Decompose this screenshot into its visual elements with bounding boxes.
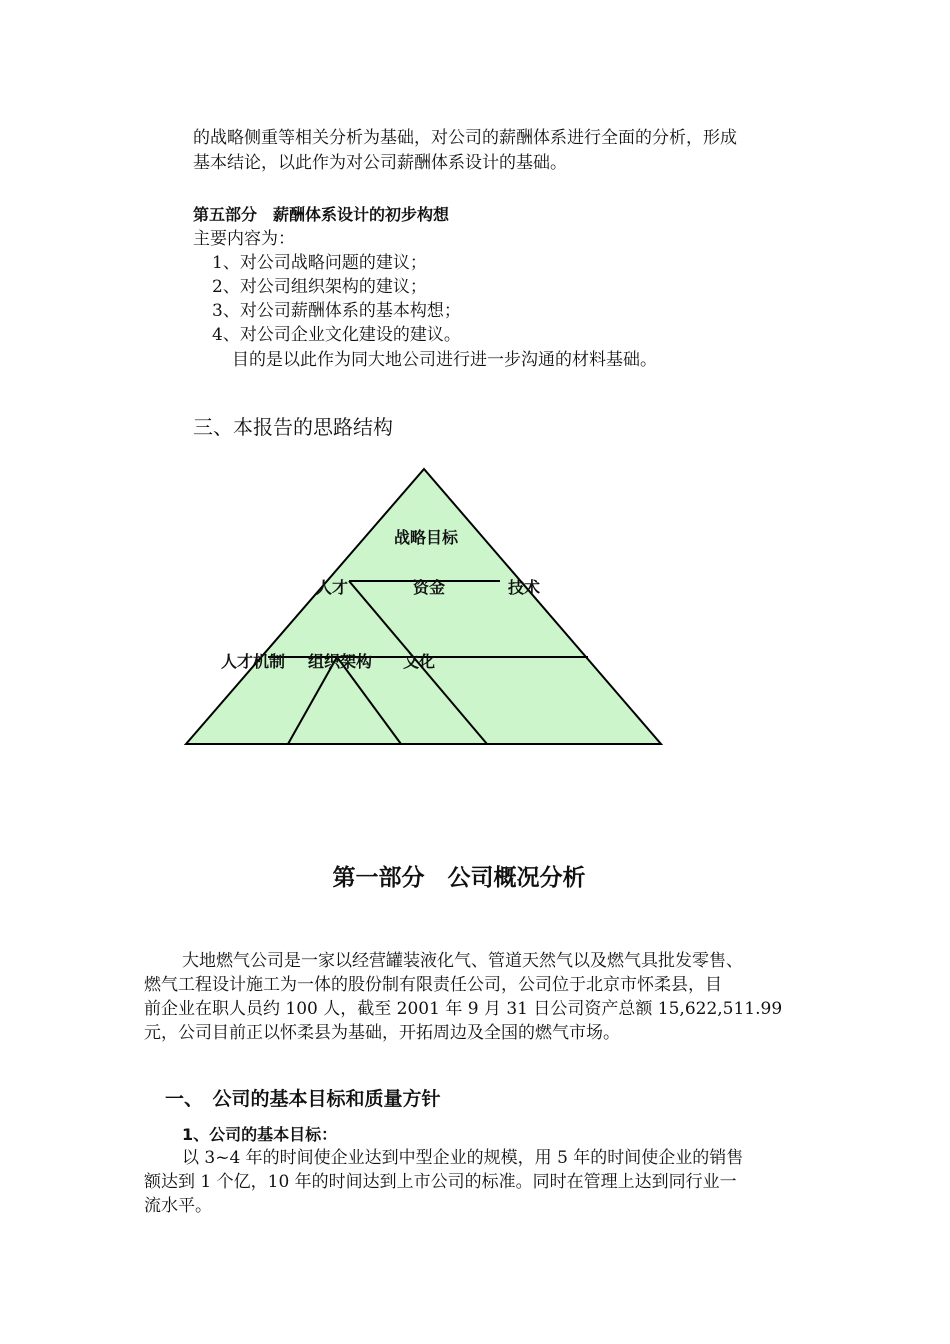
pyramid-mid-label-1: 人才 — [316, 578, 349, 597]
pyramid-shape — [186, 469, 661, 744]
overview-line-3: 前企业在职人员约 100 人，截至 2001 年 9 月 31 日公司资产总额 15,622,511.99 — [144, 999, 783, 1019]
pyramid-mid-label-2: 资金 — [413, 578, 446, 597]
overview-line-4: 元，公司目前正以怀柔县为基础，开拓周边及全国的燃气市场。 — [144, 1023, 620, 1043]
pyramid-bottom-label-3: 文化 — [403, 652, 436, 671]
part5-item-3: 3、对公司薪酬体系的基本构想； — [212, 301, 461, 321]
part5-item-1: 1、对公司战略问题的建议； — [212, 253, 427, 273]
section1-line-2: 额达到 1 个亿，10 年的时间达到上市公司的标准。同时在管理上达到同行业一 — [144, 1172, 737, 1192]
part5-item-2: 2、对公司组织架构的建议； — [212, 277, 427, 297]
pyramid-bottom-label-2: 组织架构 — [308, 652, 373, 671]
part1-title: 第一部分 公司概况分析 — [332, 865, 586, 891]
section3-title: 三、本报告的思路结构 — [193, 415, 393, 439]
part5-purpose: 目的是以此作为同大地公司进行进一步沟通的材料基础。 — [232, 350, 657, 370]
part5-title: 第五部分 薪酬体系设计的初步构想 — [193, 205, 450, 224]
overview-line-2: 燃气工程设计施工为一体的股份制有限责任公司，公司位于北京市怀柔县，目 — [144, 975, 722, 995]
pyramid-bottom-label-1: 人才机制 — [221, 652, 286, 671]
section1-title: 一、 公司的基本目标和质量方针 — [165, 1088, 441, 1110]
part5-item-4: 4、对公司企业文化建设的建议。 — [212, 325, 461, 345]
pyramid-mid-label-3: 技术 — [508, 578, 541, 597]
section1-line-3: 流水平。 — [144, 1196, 212, 1216]
intro-line-2: 基本结论，以此作为对公司薪酬体系设计的基础。 — [193, 153, 567, 173]
section1-subtitle: 1、公司的基本目标： — [182, 1125, 338, 1144]
overview-line-1: 大地燃气公司是一家以经营罐装液化气、管道天然气以及燃气具批发零售、 — [182, 951, 743, 971]
pyramid-top-label: 战略目标 — [394, 528, 459, 547]
section1-line-1: 以 3~4 年的时间使企业达到中型企业的规模，用 5 年的时间使企业的销售 — [182, 1148, 744, 1168]
intro-line-1: 的战略侧重等相关分析为基础，对公司的薪酬体系进行全面的分析，形成 — [193, 128, 737, 148]
part5-lead: 主要内容为： — [193, 229, 295, 249]
